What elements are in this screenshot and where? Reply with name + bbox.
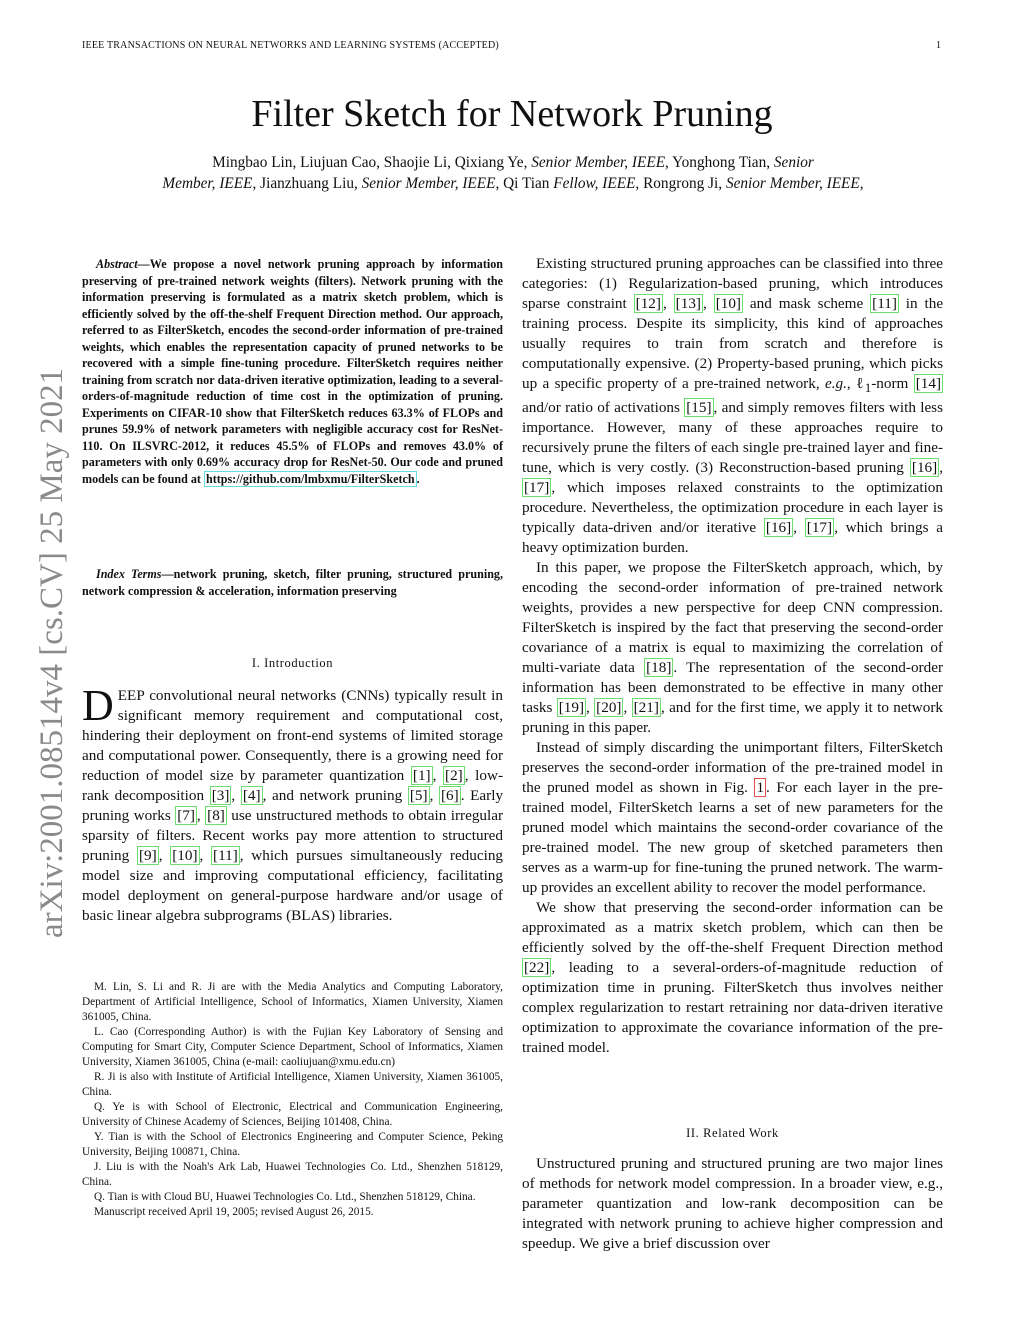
citation-link[interactable]: [9] xyxy=(138,847,157,864)
body-text: , ℓ xyxy=(846,375,865,392)
body-text: . The representation of the second-order information has been demonstrated to be effective in many other tasks xyxy=(522,659,943,717)
author-text: , Yonghong Tian, xyxy=(665,154,771,171)
citation-link[interactable]: [15] xyxy=(686,399,712,417)
body-text: We show that preserving the second-order information can be approximated as a matrix sketch problem, which can then be efficiently solved by the off-the-shelf Frequent Direction method xyxy=(522,899,943,957)
author-text: , Jianzhuang Liu, xyxy=(252,175,358,192)
citation-link[interactable]: [12] xyxy=(635,295,661,312)
body-text: in the training process. Despite its simplicity, this kind of approaches usually requires to train from scratch and therefore is computationally expensive. (2) Property-based pruning, which picks up a specific property of a pre-trained network, xyxy=(522,295,944,392)
drop-cap: D xyxy=(82,681,114,730)
footnote: Y. Tian is with the School of Electronics Engineering and Computer Science, Peking University, Beijing 100871, China. xyxy=(82,1131,503,1158)
abstract xyxy=(82,256,503,487)
citation-link[interactable]: [22] xyxy=(524,959,550,977)
abstract-text: —We propose a novel network pruning approach by information preserving of pre-trained network weights (filters). Network pruning with the information preserving is formulated as a matrix sketch problem, which is efficiently solved by the off-the-shelf Frequent Direction method. Our approach, referred to as FilterSketch, encodes the second-order information of pre-trained weights, which enables the representation capacity of pruned networks to be recovered with a simple fine-tuning procedure. FilterSketch requires neither training from scratch nor data-driven iterative optimization, leading to a several-orders-of-magnitude reduction of time cost in the optimization of pruning. Experiments on CIFAR-10 show that FilterSketch reduces 63.3% of FLOPs and prunes 59.9% of network parameters with negligible accuracy cost for ResNet-110. On ILSVRC-2012, it reduces 45.5% of FLOPs and removes 43.0% of parameters with only 0.69% accuracy drop for ResNet-50. Our code and pruned models can be found at xyxy=(82,257,503,486)
body-text: In this paper, we propose the FilterSketch approach, which, by encoding the second-order information of pre-trained network weights, provides a new perspective for deep CNN compression. FilterSketch is inspired by the fact that preserving the second-order covariance of a matrix is equal to maximizing the correlation of multi-variate data xyxy=(522,559,943,677)
citation-link[interactable]: [21] xyxy=(633,699,659,717)
intro-text: , and network pruning xyxy=(262,787,403,804)
citation-link[interactable]: [13] xyxy=(675,295,701,312)
author-role: Senior Member, IEEE xyxy=(361,175,496,192)
index-terms-label: Index Terms xyxy=(96,567,162,581)
body-text: , and simply removes filters with less importance. However, many of these approaches require to recursively prune the filters of each single pre-trained layer and fine-tune, which is very costly. (3) Reconstruction-based pruning xyxy=(522,399,944,477)
citation-link[interactable]: [11] xyxy=(872,295,897,312)
citation-link[interactable]: [17] xyxy=(524,479,550,497)
body-text: and/or ratio of activations xyxy=(522,399,680,417)
citation-link[interactable]: [5] xyxy=(409,787,428,804)
body-text: Instead of simply discarding the unimportant filters, FilterSketch preserves the second-order information of the pre-trained model in the pruned model as shown in Fig. xyxy=(522,739,943,797)
citation-link[interactable]: [4] xyxy=(242,787,261,804)
intro-text: , low-rank decomposition xyxy=(82,767,504,804)
section-heading-related-work: II. Related Work xyxy=(686,1126,779,1140)
author-role: Senior Member, IEEE xyxy=(531,154,666,171)
footnote: L. Cao (Corresponding Author) is with the Fujian Key Laboratory of Sensing and Computing for Smart City, Computer Science Department, School of Informatics, Xiamen University, Xiamen 361005, China (e-mail: caoliujuan@xmu.edu.cn) xyxy=(82,1026,503,1068)
citation-link[interactable]: [6] xyxy=(441,787,459,804)
intro-text: use unstructured methods to obtain irregular sparsity of filters. Recent works pay more attention to structured pruning xyxy=(82,807,504,864)
author-role: Senior Member, IEEE, xyxy=(725,175,864,192)
author-text: , Qi Tian xyxy=(495,175,550,192)
footnote: Manuscript received April 19, 2005; revised August 26, 2015. xyxy=(94,1206,374,1218)
citation-link[interactable]: [18] xyxy=(646,659,672,677)
paragraph: Unstructured pruning and structured pruning are two major lines of methods for network model compression. In a broader view, e.g., parameter quantization and low-rank decomposition can be integrated with network pruning to achieve higher compression and speedup. We give a brief discussion over xyxy=(522,1155,943,1252)
citation-link[interactable]: [20] xyxy=(596,699,622,717)
author-role: Member, IEEE xyxy=(162,175,253,192)
intro-text: EEP convolutional neural networks (CNNs) typically result in significant memory requirement and computational cost, hindering their deployment on front-end systems of limited storage and computational power. Consequently, there is a growing need for reduction of model size by parameter quantization xyxy=(82,687,503,784)
author-text: Mingbao Lin, Liujuan Cao, Shaojie Li, Qixiang Ye, xyxy=(212,154,528,171)
paragraph xyxy=(522,738,943,898)
citation-link[interactable]: [11] xyxy=(213,847,238,864)
index-terms xyxy=(82,566,503,599)
body-text: 1 xyxy=(864,381,872,396)
citation-link[interactable]: [16] xyxy=(765,519,792,537)
citation-link[interactable]: [7] xyxy=(177,807,195,824)
index-terms-text: —network pruning, sketch, filter pruning, structured pruning, network compression & acceleration, information preserving xyxy=(82,567,504,598)
body-text: and mask scheme xyxy=(749,295,864,312)
footnote: J. Liu is with the Noah's Ark Lab, Huawei Technologies Co. Ltd., Shenzhen 518129, China. xyxy=(82,1161,503,1188)
running-header: IEEE TRANSACTIONS ON NEURAL NETWORKS AND LEARNING SYSTEMS (ACCEPTED) xyxy=(82,40,499,51)
abstract-label: Abstract xyxy=(96,257,138,271)
arxiv-stamp: arXiv:2001.08514v4 [cs.CV] 25 May 2021 xyxy=(34,367,70,938)
citation-link[interactable]: [16] xyxy=(911,459,938,477)
author-list xyxy=(78,152,948,194)
body-text: . For each layer in the pre-trained model, FilterSketch learns a set of new parameters for the pruned model which maintains the second-order covariance of the pre-trained model. The new group of sketched parameters then serves as a warm-up for fine-tuning the pruned network. The warm-up provides an excellent ability to recover the model performance. xyxy=(522,779,943,897)
citation-link[interactable]: [1] xyxy=(412,767,431,784)
body-text: Existing structured pruning approaches can be classified into three categories: (1) Regularization-based pruning, which introduces sparse constraint xyxy=(522,255,943,312)
body-text: , leading to a several-orders-of-magnitude reduction of optimization time in pruning. FilterSketch thus involves neither complex regularization to restart retraining nor data-driven iterative optimization to approximate the covariance information of the pre-trained model. xyxy=(522,959,943,1057)
paragraph: Existing structured pruning approaches can be classified into three categories: (1) Regularization-based pruning, which introduces sparse constraint [12] , [13] , [10] and mask scheme [11] in the training process. Despite its simplicity, this kind of approaches usually requires to train from scratch and therefore is computationally expensive. (2) Property-based pruning, which picks up a specific property of a pre-trained network, e.g., ℓ$_1$-norm [14] and/or ratio of activations [15] , and simply removes filters with less importance. However, many of these approaches require to recursively prune the filters of each single pre-trained layer and fine-tune, which is very costly. (3) Reconstruction-based pruning [16] , [17] , which imposes relaxed constraints to the optimization procedure. Nevertheless, the optimization procedure in each layer is typically data-driven and/or iterative [16] , [17] , which brings a heavy optimization burden. xyxy=(522,255,944,557)
section-heading-introduction: I. Introduction xyxy=(251,656,334,670)
body-text: -norm xyxy=(871,375,909,392)
paper-title: Filter Sketch for Network Pruning xyxy=(251,93,773,135)
body-text: , which brings a heavy optimization burden. xyxy=(522,519,944,557)
author-text: , Rongrong Ji, xyxy=(635,175,723,192)
body-text: e.g. xyxy=(824,375,847,392)
introduction-paragraph: DEEP convolutional neural networks (CNNs) typically result in significant memory requirement and computational cost, hindering their deployment on front-end systems of limited storage and computational power. Consequently, there is a growing need for reduction of model size by parameter quantization [1] , [2] , low-rank decomposition [3] , [4] , and network pruning [5] , [6] . Early pruning works [7] , [8] use unstructured methods to obtain irregular sparsity of filters. Recent works pay more attention to structured pruning [9] , [10] , [11] , which pursues simultaneously reducing model size and improving computational efficiency, facilitating model deployment on general-purpose hardware and/or usage of basic linear algebra subprograms (BLAS) libraries. xyxy=(82,681,504,924)
footnote: Q. Ye is with School of Electronic, Electrical and Communication Engineering, University of Chinese Academy of Sciences, Beijing 101408, China. xyxy=(82,1101,503,1128)
related-work-paragraph xyxy=(522,1154,943,1254)
code-link[interactable]: https://github.com/lmbxmu/FilterSketch xyxy=(205,471,415,486)
body-text: , which imposes relaxed constraints to the optimization procedure. Nevertheless, the optimization procedure in each layer is typically data-driven and/or iterative xyxy=(522,479,943,537)
citation-link[interactable]: [2] xyxy=(445,767,463,784)
intro-text: . Early pruning works xyxy=(82,787,504,824)
paragraph xyxy=(522,898,943,1058)
citation-link[interactable]: [19] xyxy=(558,699,585,717)
intro-text: , which pursues simultaneously reducing model size and improving computational efficiency, facilitating model deployment on general-purpose hardware and/or usage of basic linear algebra subprograms (BLAS) libraries. xyxy=(82,847,504,924)
citation-link[interactable]: [10] xyxy=(715,295,741,312)
citation-link[interactable]: [14] xyxy=(915,375,942,392)
right-column-text xyxy=(522,254,943,1058)
citation-link[interactable]: [3] xyxy=(211,787,230,804)
citation-link[interactable]: [17] xyxy=(806,519,833,537)
abstract-end: . xyxy=(416,471,420,486)
footnotes xyxy=(82,980,503,1220)
citation-link[interactable]: [8] xyxy=(207,807,225,824)
page-number: 1 xyxy=(936,40,942,51)
paragraph: In this paper, we propose the FilterSketch approach, which, by encoding the second-order information of pre-trained network weights, provides a new perspective for deep CNN compression. FilterSketch is inspired by the fact that preserving the second-order covariance of a matrix is equal to maximizing the correlation of multi-variate data [18] . The representation of the second-order information has been demonstrated to be effective in many other tasks [19] , [20] , [21] , and for the first time, we apply it to network pruning in this paper. xyxy=(522,559,944,737)
author-role: Senior xyxy=(773,154,814,171)
citation-link[interactable]: [10] xyxy=(172,847,198,864)
body-text: , and for the first time, we apply it to network pruning in this paper. xyxy=(522,699,944,737)
author-role: Fellow, IEEE xyxy=(553,175,636,192)
footnote: Q. Tian is with Cloud BU, Huawei Technologies Co. Ltd., Shenzhen 518129, China. xyxy=(94,1191,476,1203)
footnote: R. Ji is also with Institute of Artificial Intelligence, Xiamen University, Xiamen 361005, China. xyxy=(82,1071,503,1098)
figure-link[interactable]: 1 xyxy=(756,779,765,797)
footnote: M. Lin, S. Li and R. Ji are with the Media Analytics and Computing Laboratory, Department of Artificial Intelligence, School of Informatics, Xiamen University, Xiamen 361005, China. xyxy=(82,981,503,1023)
